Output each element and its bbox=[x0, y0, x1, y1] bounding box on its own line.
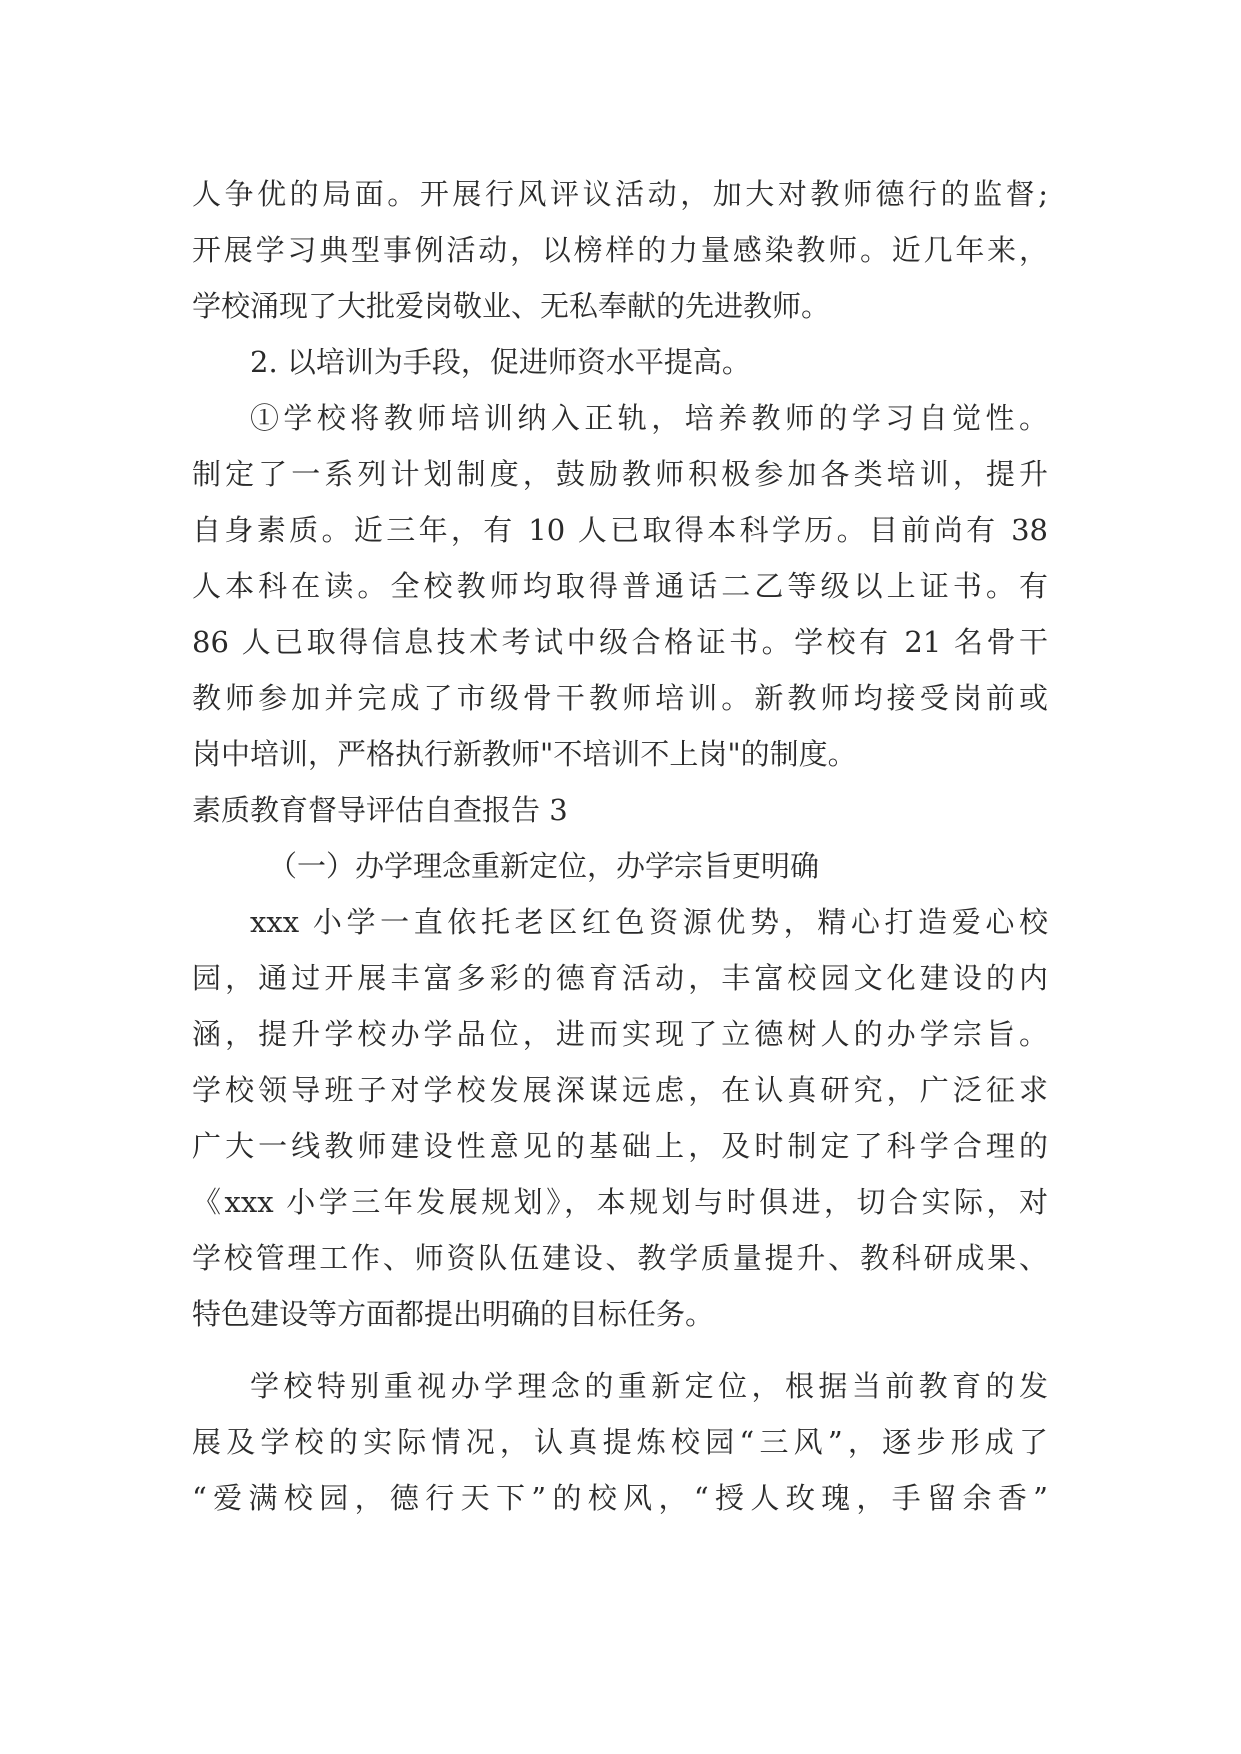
section-heading: 2. 以培训为手段，促进师资水平提高。 bbox=[250, 345, 751, 379]
paragraph-line: 86 人已取得信息技术考试中级合格证书。学校有 21 名骨干 bbox=[192, 625, 1048, 659]
paragraph-line: 广大一线教师建设性意见的基础上，及时制定了科学合理的 bbox=[192, 1129, 1048, 1163]
report-title: 素质教育督导评估自查报告 3 bbox=[192, 793, 568, 827]
paragraph-line: 学校管理工作、师资队伍建设、教学质量提升、教科研成果、 bbox=[192, 1241, 1048, 1275]
paragraph-line: 特色建设等方面都提出明确的目标任务。 bbox=[192, 1297, 715, 1331]
paragraph-line: 人本科在读。全校教师均取得普通话二乙等级以上证书。有 bbox=[192, 569, 1048, 603]
paragraph-line: “爱满校园，德行天下”的校风，“授人玫瑰，手留余香” bbox=[192, 1481, 1048, 1515]
paragraph-line: 人争优的局面。开展行风评议活动，加大对教师德行的监督; bbox=[192, 177, 1048, 211]
paragraph-line: 岗中培训，严格执行新教师"不培训不上岗"的制度。 bbox=[192, 737, 857, 771]
paragraph-line: ①学校将教师培训纳入正轨，培养教师的学习自觉性。 bbox=[250, 401, 1048, 435]
paragraph-line: 涵，提升学校办学品位，进而实现了立德树人的办学宗旨。 bbox=[192, 1017, 1048, 1051]
section-heading: （一）办学理念重新定位，办学宗旨更明确 bbox=[268, 849, 820, 883]
paragraph-line: 学校特别重视办学理念的重新定位，根据当前教育的发 bbox=[250, 1369, 1048, 1403]
paragraph-line: 《xxx 小学三年发展规划》，本规划与时俱进，切合实际，对 bbox=[192, 1185, 1048, 1219]
paragraph-line: xxx 小学一直依托老区红色资源优势，精心打造爱心校 bbox=[250, 905, 1048, 939]
paragraph-line: 展及学校的实际情况，认真提炼校园“三风”，逐步形成了 bbox=[192, 1425, 1048, 1459]
paragraph-line: 教师参加并完成了市级骨干教师培训。新教师均接受岗前或 bbox=[192, 681, 1048, 715]
paragraph-line: 制定了一系列计划制度，鼓励教师积极参加各类培训，提升 bbox=[192, 457, 1048, 491]
paragraph-line: 园，通过开展丰富多彩的德育活动，丰富校园文化建设的内 bbox=[192, 961, 1048, 995]
paragraph-line: 开展学习典型事例活动，以榜样的力量感染教师。近几年来， bbox=[192, 233, 1048, 267]
paragraph-line: 学校涌现了大批爱岗敬业、无私奉献的先进教师。 bbox=[192, 289, 831, 323]
paragraph-line: 学校领导班子对学校发展深谋远虑，在认真研究，广泛征求 bbox=[192, 1073, 1048, 1107]
paragraph-line: 自身素质。近三年，有 10 人已取得本科学历。目前尚有 38 bbox=[192, 513, 1048, 547]
